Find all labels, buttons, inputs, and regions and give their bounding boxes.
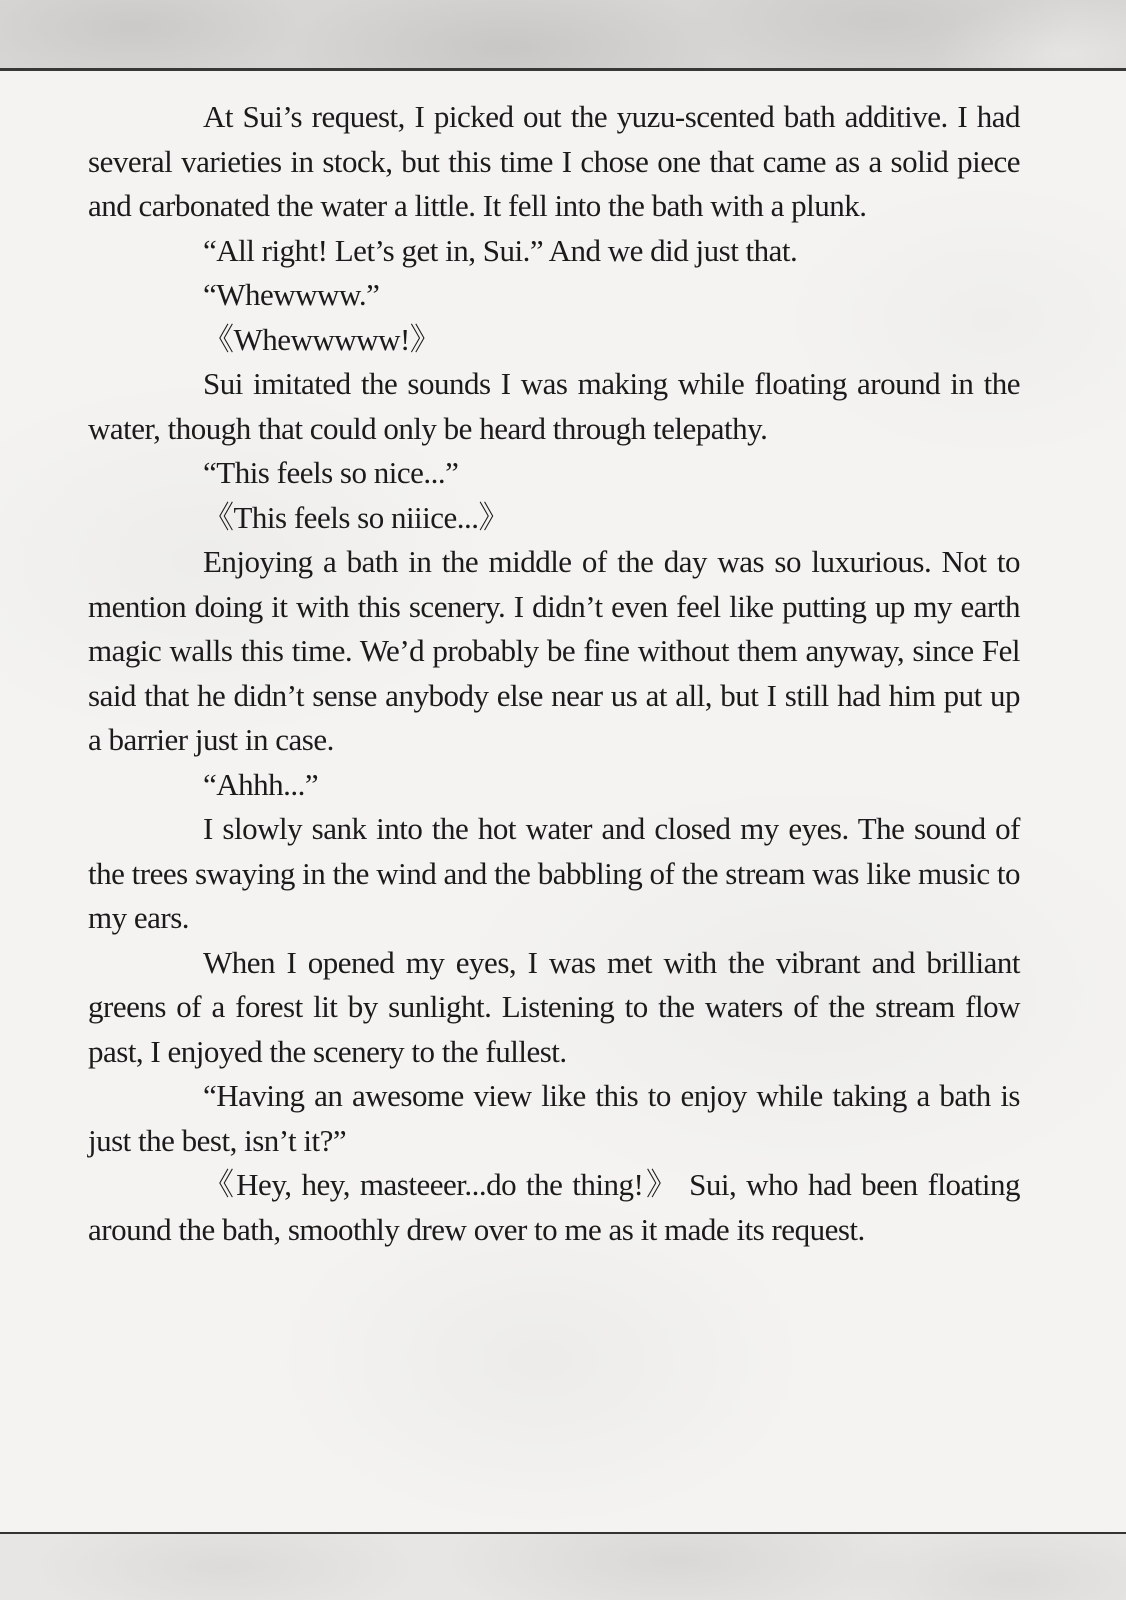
page-bottom-margin [0,1534,1126,1600]
paragraph: “This feels so nice...” [203,455,459,490]
paragraph: 《This feels so niiice...》 [203,499,510,535]
paragraph: “Having an awesome view like this to enjoy while taking a bath is just the best, isn’t it?” [88,1078,1020,1158]
paragraph: “All right! Let’s get in, Sui.” And we did just that. [203,232,798,268]
paragraph: When I opened my eyes, I was met with the vibrant and brilliant greens of a forest lit by sunlight. Listening to the waters of the stream flow past, I enjoyed the scenery to the fullest. [88,944,1020,1069]
paragraph: I slowly sank into the hot water and closed my eyes. The sound of the trees swaying in the wind and the babbling of the stream was like music to my ears. [88,811,1020,935]
paragraph: At Sui’s request, I picked out the yuzu-scented bath additive. I had several varieties in stock, but this time I chose one that came as a solid piece and carbonated the water a little. It fell into the bath with a plunk. [88,99,1020,223]
page-text [88,71,1020,1252]
paragraph: 《Whewwwww!》 [203,321,441,357]
paragraph: Sui imitated the sounds I was making while floating around in the water, though that could only be heard through telepathy. [88,366,1020,446]
page-top-margin [0,0,1126,68]
paragraph: Enjoying a bath in the middle of the day was so luxurious. Not to mention doing it with this scenery. I didn’t even feel like putting up my earth magic walls this time. We’d probably be fine without them anyway, since Fel said that he didn’t sense anybody else near us at all, but I still had him put up a barrier just in case. [88,544,1020,757]
paragraph: “Whewwww.” [203,277,380,312]
paragraph: 《Hey, hey, masteeer...do the thing!》 Sui, who had been floating around the bath, smoothly drew over to me as it made its request. [88,1167,1020,1247]
paragraph: “Ahhh...” [203,766,319,802]
